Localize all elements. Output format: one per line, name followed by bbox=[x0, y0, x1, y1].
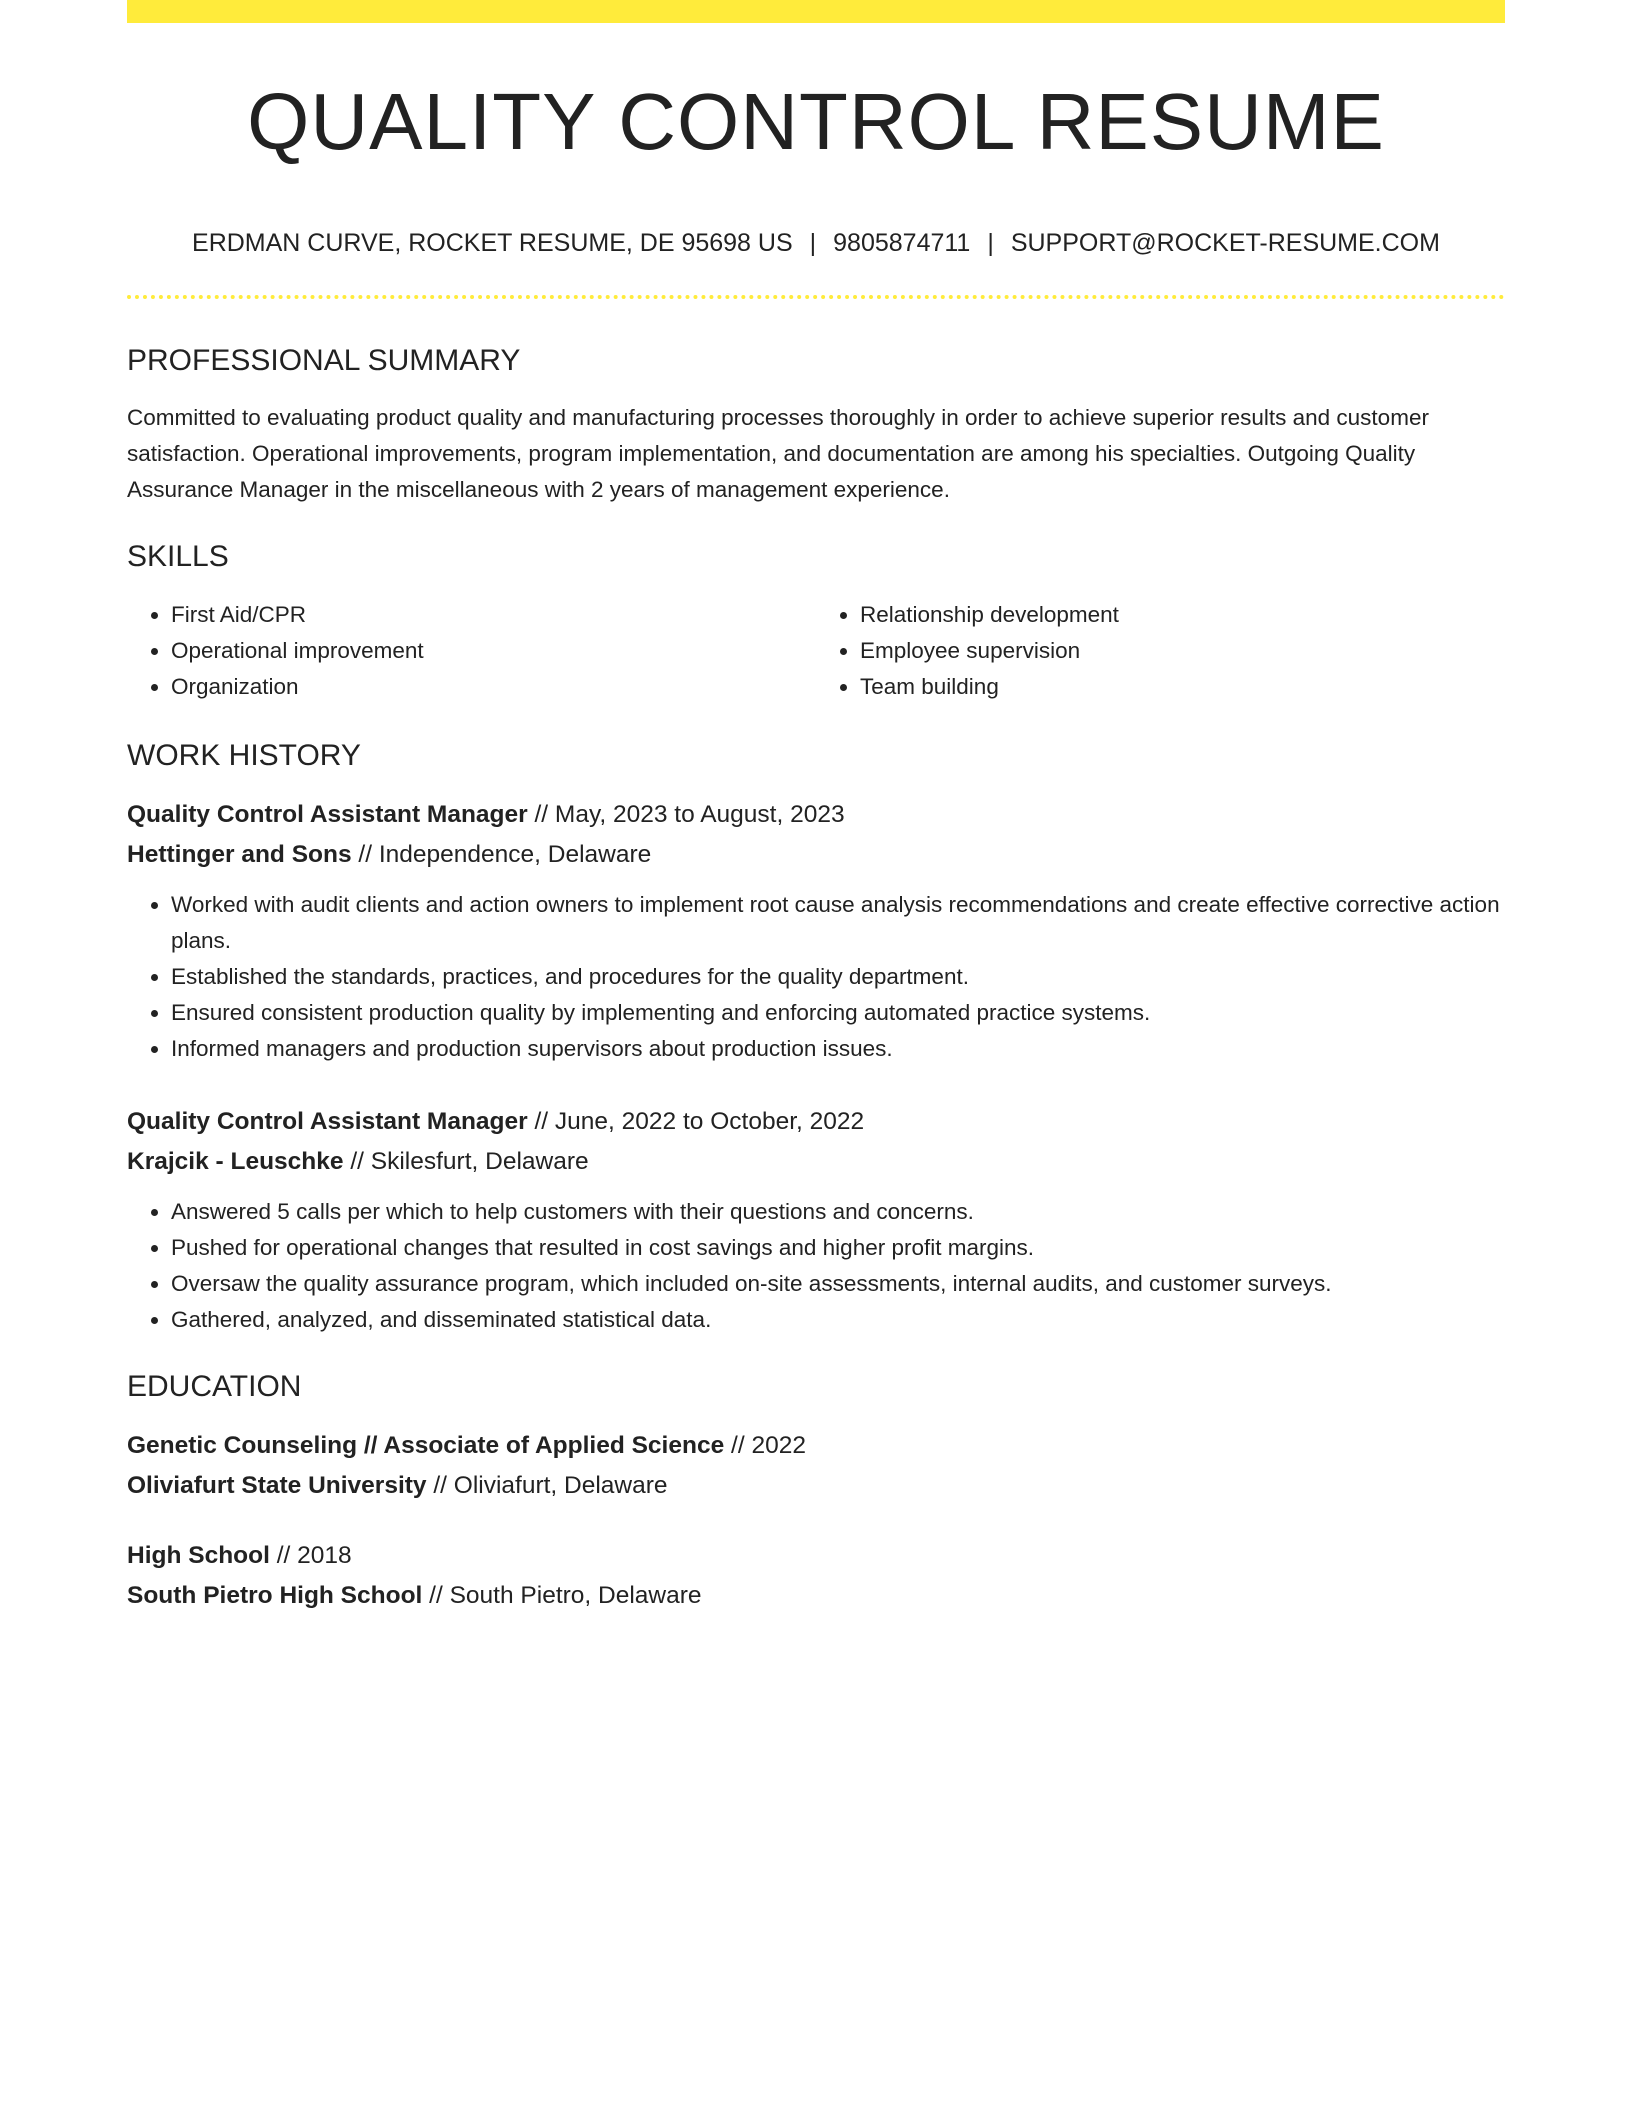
job-bullet: • Established the standards, practices, and procedures for the quality department. bbox=[171, 959, 1505, 995]
education-school-line bbox=[127, 1576, 1505, 1616]
skills-heading: SKILLS bbox=[127, 540, 229, 573]
contact-address: ERDMAN CURVE, ROCKET RESUME, DE 95698 US bbox=[192, 229, 793, 257]
skills-grid bbox=[127, 597, 1505, 705]
education-location: // South Pietro, Delaware bbox=[422, 1582, 702, 1609]
education-school: South Pietro High School bbox=[127, 1582, 423, 1609]
job-bullet: • Oversaw the quality assurance program, which included on-site assessments, internal audits, and customer surveys. bbox=[171, 1266, 1505, 1302]
education-degree-line bbox=[127, 1536, 1505, 1576]
job-bullet: • Informed managers and production supervisors about production issues. bbox=[171, 1031, 1505, 1067]
skill-item: • Organization bbox=[171, 669, 816, 705]
job-bullet: • Ensured consistent production quality by implementing and enforcing automated practice systems. bbox=[171, 995, 1505, 1031]
job-bullet: • Gathered, analyzed, and disseminated statistical data. bbox=[171, 1302, 1505, 1338]
job-bullet: • Worked with audit clients and action owners to implement root cause analysis recommendations and create effective corrective action plans. bbox=[171, 887, 1505, 959]
job-company-line bbox=[127, 1142, 1505, 1182]
education-year: // 2018 bbox=[269, 1542, 352, 1569]
skills-list-left bbox=[127, 597, 816, 705]
job-bullet: • Answered 5 calls per which to help customers with their questions and concerns. bbox=[171, 1194, 1505, 1230]
job-entry bbox=[127, 1102, 1505, 1338]
job-dates: // May, 2023 to August, 2023 bbox=[527, 801, 845, 828]
contact-separator: | bbox=[987, 229, 994, 257]
education-degree: High School bbox=[127, 1542, 270, 1569]
education-school: Oliviafurt State University bbox=[127, 1472, 427, 1499]
job-bullets bbox=[127, 887, 1505, 1067]
contact-phone: 9805874711 bbox=[833, 229, 971, 257]
contact-email: SUPPORT@ROCKET-RESUME.COM bbox=[1010, 229, 1440, 257]
contact-line bbox=[127, 231, 1505, 256]
job-bullet: • Pushed for operational changes that resulted in cost savings and higher profit margins. bbox=[171, 1230, 1505, 1266]
skills-list-right bbox=[816, 597, 1505, 705]
work-history-heading: WORK HISTORY bbox=[127, 739, 361, 772]
job-location: // Skilesfurt, Delaware bbox=[343, 1148, 589, 1175]
summary-text: Committed to evaluating product quality and manufacturing processes thoroughly in order to achieve superior results and customer satisfaction. Operational improvements, program implementation, and documentation are among his specialties. Outgoing Quality Assurance Manager in the miscellaneous with 2 years of management experience. bbox=[127, 405, 1429, 502]
job-bullets bbox=[127, 1194, 1505, 1338]
education-year: // 2022 bbox=[724, 1432, 806, 1459]
education-school-line bbox=[127, 1466, 1505, 1506]
dotted-divider bbox=[127, 295, 1505, 299]
skill-item: • First Aid/CPR bbox=[171, 597, 816, 633]
job-title-line bbox=[127, 1102, 1505, 1142]
job-company: Hettinger and Sons bbox=[127, 841, 352, 868]
skills-column-left bbox=[127, 597, 816, 705]
skill-item: • Relationship development bbox=[860, 597, 1505, 633]
summary-heading: PROFESSIONAL SUMMARY bbox=[127, 344, 521, 377]
resume-page bbox=[127, 0, 1505, 1616]
job-title: Quality Control Assistant Manager bbox=[127, 801, 528, 828]
education-location: // Oliviafurt, Delaware bbox=[426, 1472, 668, 1499]
skill-item: • Team building bbox=[860, 669, 1505, 705]
education-entry bbox=[127, 1426, 1505, 1506]
education-degree-line bbox=[127, 1426, 1505, 1466]
accent-top-bar bbox=[127, 0, 1505, 23]
job-dates: // June, 2022 to October, 2022 bbox=[527, 1108, 865, 1135]
job-company-line bbox=[127, 835, 1505, 875]
education-degree: Genetic Counseling // Associate of Applied Science bbox=[127, 1432, 725, 1459]
education-heading: EDUCATION bbox=[127, 1370, 302, 1403]
contact-separator: | bbox=[809, 229, 817, 257]
job-title-line bbox=[127, 795, 1505, 835]
job-title: Quality Control Assistant Manager bbox=[127, 1108, 528, 1135]
skill-item: • Operational improvement bbox=[171, 633, 816, 669]
job-company: Krajcik - Leuschke bbox=[127, 1148, 344, 1175]
job-location: // Independence, Delaware bbox=[351, 841, 652, 868]
resume-title: QUALITY CONTROL RESUME bbox=[247, 77, 1385, 166]
skills-column-right bbox=[816, 597, 1505, 705]
skill-item: • Employee supervision bbox=[860, 633, 1505, 669]
education-entry bbox=[127, 1536, 1505, 1616]
job-entry bbox=[127, 795, 1505, 1067]
